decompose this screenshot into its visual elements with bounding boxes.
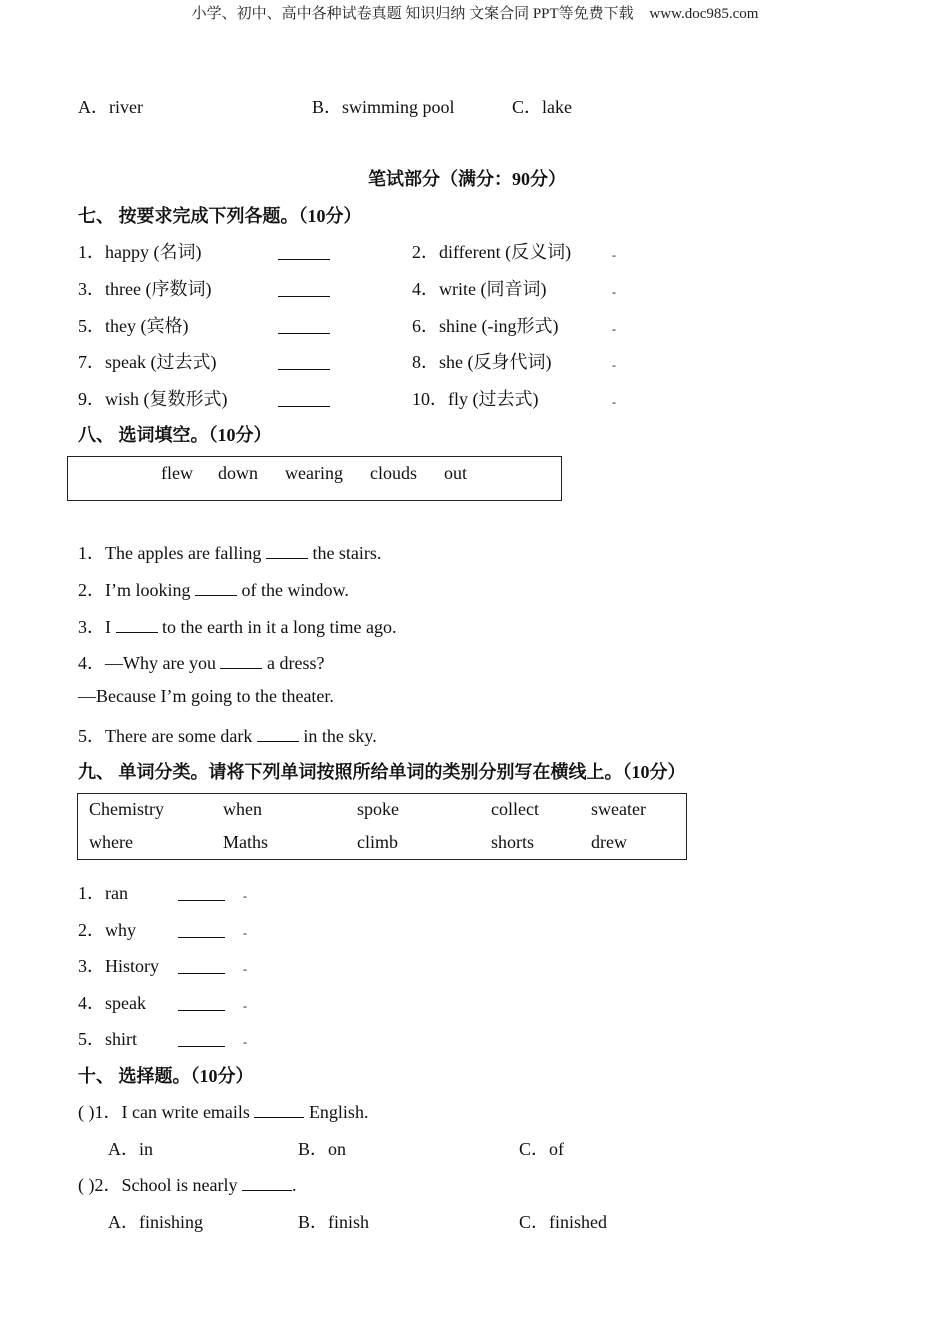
sec9-answer-blank-2[interactable] — [178, 936, 225, 938]
word-bank-word-4: clouds — [370, 463, 417, 483]
sec7-item-6: 6．shine (-ing形式) — [412, 316, 559, 336]
sec9-item-3: 3．History — [78, 956, 159, 976]
sec8-q5-text-post: in the sky. — [298, 726, 377, 746]
sec7-answer-blank-5[interactable] — [278, 332, 330, 334]
sec10-q2-option-a[interactable]: A．finishing — [108, 1212, 204, 1232]
prev-option-c: C．lake — [512, 97, 572, 117]
sec9-item-2: 2．why — [78, 920, 136, 940]
sec10-q1-option-c[interactable]: C．of — [519, 1139, 564, 1159]
sec8-question-4-response: —Because I’m going to the theater. — [78, 686, 334, 706]
sec9-answer-mark-2[interactable]: - — [243, 926, 247, 940]
sec9-answer-mark-5[interactable]: - — [243, 1035, 247, 1049]
sec8-q1-text-post: the stairs. — [307, 543, 382, 563]
sec7-answer-mark-10[interactable]: - — [612, 395, 616, 409]
sec9-answer-blank-5[interactable] — [178, 1045, 225, 1047]
sec7-answer-blank-9[interactable] — [278, 405, 330, 407]
class-word-drew: drew — [591, 832, 627, 852]
sec9-item-1: 1．ran — [78, 883, 128, 903]
sec8-q4-blank[interactable] — [220, 667, 262, 669]
sec9-answer-blank-3[interactable] — [178, 972, 225, 974]
sec8-q2-blank[interactable] — [195, 594, 237, 596]
sec7-item-4: 4．write (同音词) — [412, 279, 547, 299]
sec10-q2-option-c[interactable]: C．finished — [519, 1212, 607, 1232]
sec8-question-1 — [78, 539, 381, 565]
class-word-collect: collect — [491, 799, 539, 819]
sec8-q1-text-pre: 1．The apples are falling — [78, 543, 266, 563]
class-word-when: when — [223, 799, 262, 819]
sec8-q5-text-pre: 5．There are some dark — [78, 726, 257, 746]
sec10-question-2 — [78, 1171, 296, 1197]
sec7-item-2: 2．different (反义词) — [412, 242, 572, 262]
section-8-title: 八、 选词填空。（10分） — [78, 425, 272, 445]
prev-option-b: B．swimming pool — [312, 97, 455, 117]
sec7-answer-blank-3[interactable] — [278, 295, 330, 297]
section-9-title: 九、 单词分类。请将下列单词按照所给单词的类别分别写在横线上。（10分） — [78, 762, 686, 782]
sec8-q3-blank[interactable] — [116, 631, 158, 633]
sec8-question-3 — [78, 613, 396, 639]
sec10-q1-text-pre: ( )1．I can write emails — [78, 1102, 255, 1122]
sec7-item-3: 3．three (序数词) — [78, 279, 212, 299]
sec7-answer-blank-7[interactable] — [278, 368, 330, 370]
sec10-q1-blank[interactable] — [254, 1116, 304, 1118]
sec8-q4-text-pre: 4．—Why are you — [78, 653, 221, 673]
word-bank-word-3: wearing — [285, 463, 343, 483]
sec8-q3-text-pre: 3．I — [78, 617, 116, 637]
class-word-climb: climb — [357, 832, 398, 852]
page-header — [0, 2, 950, 23]
class-word-shorts: shorts — [491, 832, 535, 852]
word-bank-word-5: out — [444, 463, 468, 483]
sec7-item-1: 1．happy (名词) — [78, 242, 202, 262]
sec10-q2-text-post: . — [291, 1175, 297, 1195]
sec10-q2-option-b[interactable]: B．finish — [298, 1212, 370, 1232]
class-word-maths: Maths — [223, 832, 268, 852]
sec10-q1-option-a[interactable]: A．in — [108, 1139, 153, 1159]
sec8-q4-text-post: a dress? — [262, 653, 325, 673]
word-bank-word-1: flew — [161, 463, 193, 483]
sec9-answer-mark-1[interactable]: - — [243, 889, 247, 903]
class-word-spoke: spoke — [357, 799, 399, 819]
sec9-item-4: 4．speak — [78, 993, 146, 1013]
sec7-item-10: 10．fly (过去式) — [412, 389, 539, 409]
class-word-chemistry: Chemistry — [89, 799, 164, 819]
sec7-item-9: 9．wish (复数形式) — [78, 389, 228, 409]
header-text: 小学、初中、高中各种试卷真题 知识归纳 文案合同 PPT等免费下载 — [191, 6, 634, 22]
sec8-question-4 — [78, 649, 324, 675]
sec7-item-5: 5．they (宾格) — [78, 316, 189, 336]
sec10-q2-blank[interactable] — [242, 1189, 292, 1191]
class-word-sweater: sweater — [591, 799, 646, 819]
sec7-answer-mark-2[interactable]: - — [612, 248, 616, 262]
sec8-q2-text-post: of the window. — [237, 580, 349, 600]
header-url: www.doc985.com — [649, 6, 759, 22]
sec7-answer-blank-1[interactable] — [278, 258, 330, 260]
sec7-item-7: 7．speak (过去式) — [78, 352, 217, 372]
sec9-answer-blank-4[interactable] — [178, 1009, 225, 1011]
written-part-title: 笔试部分（满分：90分） — [368, 169, 566, 189]
sec10-question-1 — [78, 1098, 368, 1124]
sec9-answer-blank-1[interactable] — [178, 899, 225, 901]
sec7-item-8: 8．she (反身代词) — [412, 352, 552, 372]
section-10-title: 十、 选择题。（10分） — [78, 1066, 254, 1086]
sec7-answer-mark-8[interactable]: - — [612, 358, 616, 372]
sec8-q3-text-post: to the earth in it a long time ago. — [157, 617, 397, 637]
sec9-item-5: 5．shirt — [78, 1029, 138, 1049]
sec9-answer-mark-3[interactable]: - — [243, 962, 247, 976]
sec8-q5-blank[interactable] — [257, 740, 299, 742]
section-7-title: 七、 按要求完成下列各题。（10分） — [78, 206, 362, 226]
class-word-where: where — [89, 832, 133, 852]
sec7-answer-mark-6[interactable]: - — [612, 322, 616, 336]
sec10-q2-text-pre: ( )2．School is nearly — [78, 1175, 242, 1195]
word-bank-word-2: down — [218, 463, 258, 483]
sec8-question-5 — [78, 722, 377, 748]
sec9-answer-mark-4[interactable]: - — [243, 999, 247, 1013]
sec10-q1-option-b[interactable]: B．on — [298, 1139, 347, 1159]
sec10-q1-text-post: English. — [304, 1102, 369, 1122]
sec8-question-2 — [78, 576, 349, 602]
sec8-q1-blank[interactable] — [266, 557, 308, 559]
sec8-q2-text-pre: 2．I’m looking — [78, 580, 195, 600]
prev-option-a: A．river — [78, 97, 143, 117]
sec7-answer-mark-4[interactable]: - — [612, 285, 616, 299]
